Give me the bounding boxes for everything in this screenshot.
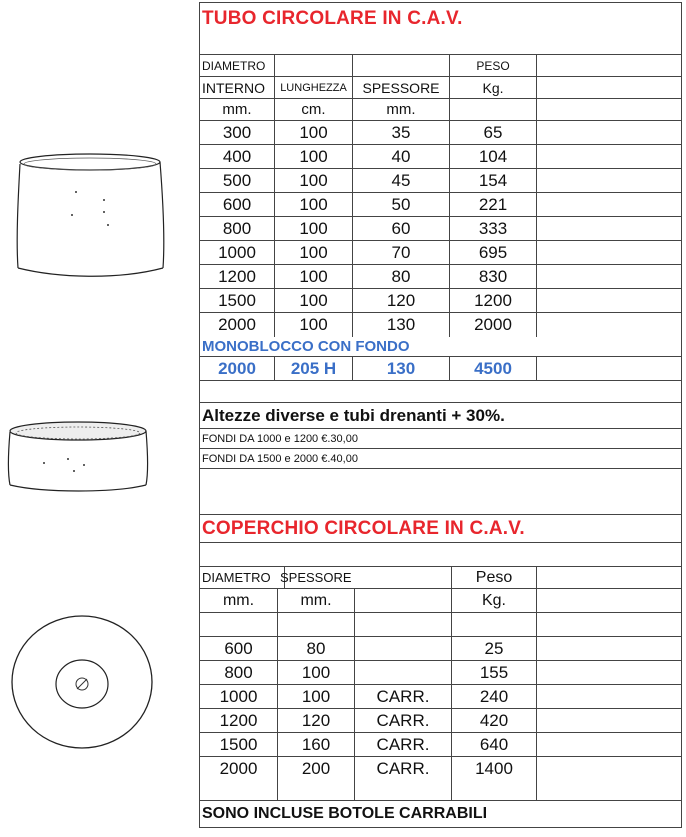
col-header-spessore: SPESSORE: [353, 77, 450, 98]
coperchio-footer-row: [200, 801, 681, 827]
table-cell: CARR.: [355, 709, 452, 732]
coperchio-units-row: [200, 589, 681, 613]
table-cell: 200: [278, 757, 355, 781]
base-sketch-icon: [4, 415, 154, 500]
col-header-kg: Kg.: [450, 77, 537, 98]
table-cell: CARR.: [355, 757, 452, 781]
table-cell: 1200: [200, 265, 275, 288]
tubo-rows: [200, 121, 681, 337]
col-header-peso: PESO: [450, 55, 537, 76]
table-cell: 1000: [200, 241, 275, 264]
table-cell: 60: [353, 217, 450, 240]
unit-cell: mm.: [200, 589, 278, 612]
tubo-units-row: [200, 99, 681, 121]
monoblocco-cell: 130: [353, 357, 450, 380]
table-row: [200, 289, 681, 313]
table-cell: 400: [200, 145, 275, 168]
table-row: [200, 733, 681, 757]
table-cell: 420: [452, 709, 537, 732]
table-cell: 2000: [200, 313, 275, 337]
blank-row: [200, 469, 681, 515]
table-cell: 65: [450, 121, 537, 144]
table-cell: 104: [450, 145, 537, 168]
table-cell: 80: [278, 637, 355, 660]
monoblocco-cell: 4500: [450, 357, 537, 380]
tubo-header-row-2: [200, 77, 681, 99]
coperchio-footer: SONO INCLUSE BOTOLE CARRABILI: [202, 805, 488, 822]
table-cell: 2000: [450, 313, 537, 337]
col-header-peso: Peso: [452, 567, 537, 588]
table-row: [200, 121, 681, 145]
cover-sketch-icon: [5, 608, 160, 758]
table-cell: 1000: [200, 685, 278, 708]
table-cell: 2000: [200, 757, 278, 781]
col-header-diametro: DIAMETRO: [200, 55, 275, 76]
table-cell: 640: [452, 733, 537, 756]
blank-row: [200, 613, 681, 637]
table-cell: 80: [353, 265, 450, 288]
table-row: [200, 637, 681, 661]
table-cell: 100: [275, 313, 353, 337]
tubo-title-row: [200, 3, 681, 55]
table-cell: 154: [450, 169, 537, 192]
table-cell: 130: [353, 313, 450, 337]
table-cell: 160: [278, 733, 355, 756]
unit-cell: Kg.: [452, 589, 537, 612]
blank-row: [200, 781, 681, 801]
monoblocco-cell: 2000: [200, 357, 275, 380]
coperchio-rows: [200, 637, 681, 781]
monoblocco-label-row: [200, 337, 681, 357]
table-row: [200, 661, 681, 685]
unit-cell: mm.: [278, 589, 355, 612]
table-cell: 830: [450, 265, 537, 288]
table-row: [200, 685, 681, 709]
table-cell: 1500: [200, 289, 275, 312]
table-cell: 800: [200, 217, 275, 240]
coperchio-title-row: [200, 515, 681, 543]
note-altezze-row: [200, 403, 681, 429]
tubo-title: TUBO CIRCOLARE IN C.A.V.: [202, 8, 463, 29]
note-fondi-row: [200, 449, 681, 469]
table-cell: 800: [200, 661, 278, 684]
col-header-spessore: SPESSORE: [280, 570, 352, 585]
table-row: [200, 757, 681, 781]
table-cell: 120: [278, 709, 355, 732]
table-cell: 120: [353, 289, 450, 312]
table-cell: CARR.: [355, 733, 452, 756]
table-cell: [355, 661, 452, 684]
unit-cell: mm.: [200, 99, 275, 120]
table-cell: 600: [200, 193, 275, 216]
table-cell: 100: [275, 241, 353, 264]
table-cell: [355, 637, 452, 660]
table-cell: 1200: [200, 709, 278, 732]
table-cell: 25: [452, 637, 537, 660]
table-row: [200, 145, 681, 169]
table-cell: 240: [452, 685, 537, 708]
table-cell: 100: [275, 145, 353, 168]
unit-cell: [355, 589, 452, 612]
unit-cell: [450, 99, 537, 120]
table-cell: CARR.: [355, 685, 452, 708]
table-cell: 50: [353, 193, 450, 216]
table-row: [200, 217, 681, 241]
blank-row: [200, 381, 681, 403]
table-cell: 100: [278, 685, 355, 708]
table-row: [200, 313, 681, 337]
table-cell: 155: [452, 661, 537, 684]
table-cell: 100: [275, 289, 353, 312]
table-cell: 1500: [200, 733, 278, 756]
table-cell: 35: [353, 121, 450, 144]
table-cell: 333: [450, 217, 537, 240]
note-fondi-1: FONDI DA 1000 e 1200 €.30,00: [202, 432, 358, 445]
table-cell: 100: [275, 121, 353, 144]
table-row: [200, 709, 681, 733]
col-header-interno: INTERNO: [200, 77, 275, 98]
table-cell: 1200: [450, 289, 537, 312]
table-cell: 40: [353, 145, 450, 168]
blank-row: [200, 543, 681, 567]
table-cell: 300: [200, 121, 275, 144]
note-fondi-row: [200, 429, 681, 449]
table-cell: 100: [275, 265, 353, 288]
table-cell: 1400: [452, 757, 537, 781]
table-cell: 221: [450, 193, 537, 216]
tubo-header-row: [200, 55, 681, 77]
table-row: [200, 193, 681, 217]
table-cell: 600: [200, 637, 278, 660]
table-cell: 70: [353, 241, 450, 264]
coperchio-title: COPERCHIO CIRCOLARE IN C.A.V.: [202, 517, 525, 539]
table-row: [200, 241, 681, 265]
pipe-sketch-icon: [8, 140, 168, 290]
col-header-lunghezza: LUNGHEZZA: [275, 77, 353, 98]
note-altezze: Altezze diverse e tubi drenanti + 30%.: [202, 405, 505, 425]
unit-cell: mm.: [353, 99, 450, 120]
table-cell: 45: [353, 169, 450, 192]
monoblocco-cell: 205 H: [275, 357, 353, 380]
monoblocco-row: [200, 357, 681, 381]
coperchio-header-row: [200, 567, 681, 589]
table-cell: 500: [200, 169, 275, 192]
col-header-diametro: DIAMETRO: [200, 567, 285, 588]
price-sheet: [199, 2, 682, 828]
table-cell: 100: [275, 217, 353, 240]
monoblocco-label: MONOBLOCCO CON FONDO: [202, 338, 410, 355]
table-cell: 100: [275, 193, 353, 216]
table-row: [200, 169, 681, 193]
table-row: [200, 265, 681, 289]
table-cell: 100: [275, 169, 353, 192]
table-cell: 100: [278, 661, 355, 684]
unit-cell: cm.: [275, 99, 353, 120]
note-fondi-2: FONDI DA 1500 e 2000 €.40,00: [202, 452, 358, 465]
table-cell: 695: [450, 241, 537, 264]
